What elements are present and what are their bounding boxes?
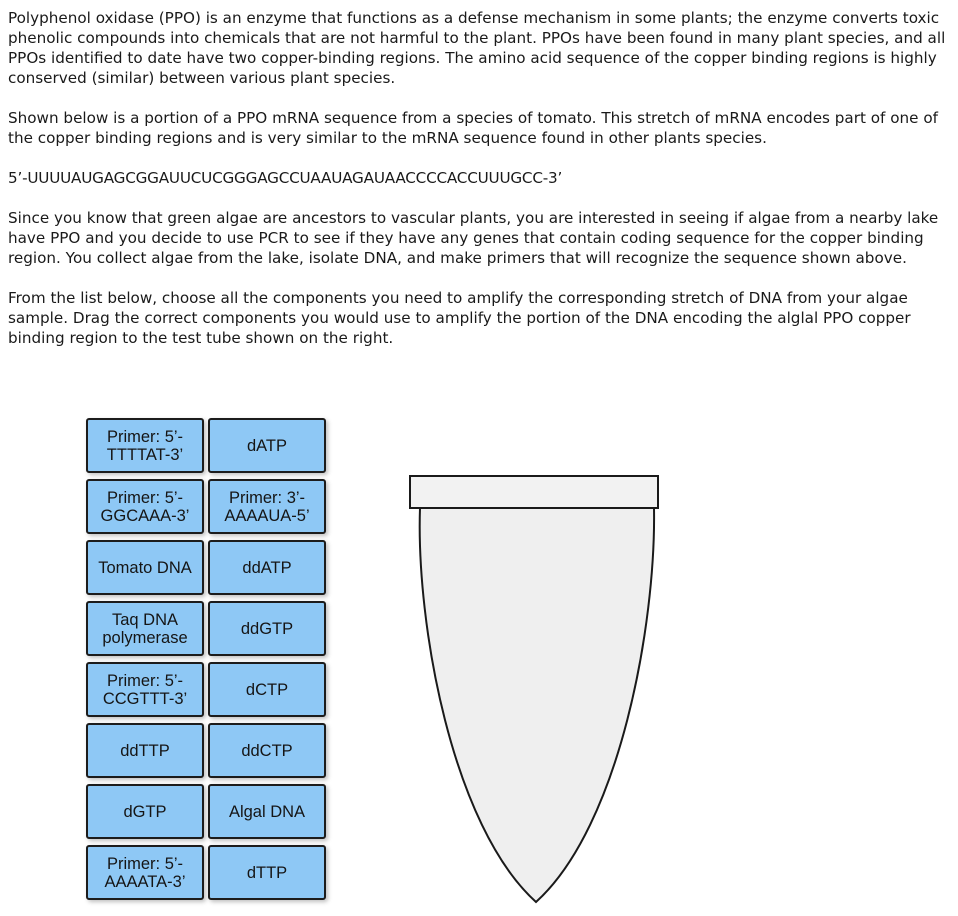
chip-ddatp[interactable] (208, 540, 326, 595)
chip-primer-5-aaaata-3[interactable] (86, 845, 204, 900)
chip-primer-3-aaaaua-5[interactable] (208, 479, 326, 534)
chip-label: Primer: 5’-TTTTAT-3’ (106, 427, 184, 464)
chip-ddgtp[interactable] (208, 601, 326, 656)
chip-label: Taq DNA polymerase (102, 610, 188, 647)
mrna-description: Shown below is a portion of a PPO mRNA sequence from a species of tomato. This stretch of mRNA encodes part of one of the copper binding regions and is very similar to the mRNA sequence found in other plants species. (8, 109, 938, 147)
chip-label: dTTP (246, 863, 288, 882)
chip-ddttp[interactable] (86, 723, 204, 778)
chip-datp[interactable] (208, 418, 326, 473)
chip-label: ddATP (242, 558, 292, 577)
chip-primer-5-ccgttt-3[interactable] (86, 662, 204, 717)
chip-dttp[interactable] (208, 845, 326, 900)
chip-dgtp[interactable] (86, 784, 204, 839)
chip-tomato-dna[interactable] (86, 540, 204, 595)
chip-label: Primer: 5’-CCGTTT-3’ (102, 671, 188, 708)
chip-label: dGTP (123, 802, 167, 821)
mrna-sequence: 5’-UUUUAUGAGCGGAUUCUCGGGAGCCUAAUAGAUAACCCCACCUUUGCC-3’ (8, 169, 563, 187)
chip-primer-5-ttttat-3[interactable] (86, 418, 204, 473)
test-tube-drop-target[interactable] (408, 474, 662, 910)
question-text (8, 8, 948, 368)
chip-ddctp[interactable] (208, 723, 326, 778)
intro-paragraph: Polyphenol oxidase (PPO) is an enzyme that functions as a defense mechanism in some plants; the enzyme converts toxic phenolic compounds into chemicals that are not harmful to the plant. PPOs have been found in many plant species, and all PPOs identified to date have two copper-binding regions. The amino acid sequence of the copper binding regions is highly conserved (similar) between various plant species. (8, 9, 946, 87)
chip-label: Algal DNA (228, 802, 306, 821)
chip-label: ddCTP (241, 741, 293, 760)
component-palette (86, 418, 328, 900)
chip-primer-5-ggcaaa-3[interactable] (86, 479, 204, 534)
chip-dctp[interactable] (208, 662, 326, 717)
chip-label: Primer: 3’-AAAAUA-5’ (224, 488, 310, 525)
pcr-context-paragraph: Since you know that green algae are ancestors to vascular plants, you are interested in seeing if algae from a nearby lake have PPO and you decide to use PCR to see if they have any genes that contain coding sequence for the copper binding region. You collect algae from the lake, isolate DNA, and make primers that will recognize the sequence shown above. (8, 209, 939, 267)
instructions-paragraph: From the list below, choose all the components you need to amplify the corresponding stretch of DNA from your algae sample. Drag the correct components you would use to amplify the portion of the DNA encoding the alglal PPO copper binding region to the test tube shown on the right. (8, 289, 911, 347)
chip-label: dCTP (245, 680, 289, 699)
chip-algal-dna[interactable] (208, 784, 326, 839)
chip-label: dATP (246, 436, 288, 455)
chip-label: Primer: 5’-AAAATA-3’ (104, 854, 186, 891)
chip-label: Tomato DNA (98, 558, 192, 577)
chip-taq-dna-polymerase[interactable] (86, 601, 204, 656)
chip-label: ddTTP (120, 741, 170, 760)
test-tube-icon (408, 474, 662, 906)
chip-label: ddGTP (240, 619, 294, 638)
tube-cap (410, 476, 658, 508)
tube-body (420, 508, 654, 902)
chip-label: Primer: 5’-GGCAAA-3’ (100, 488, 190, 525)
